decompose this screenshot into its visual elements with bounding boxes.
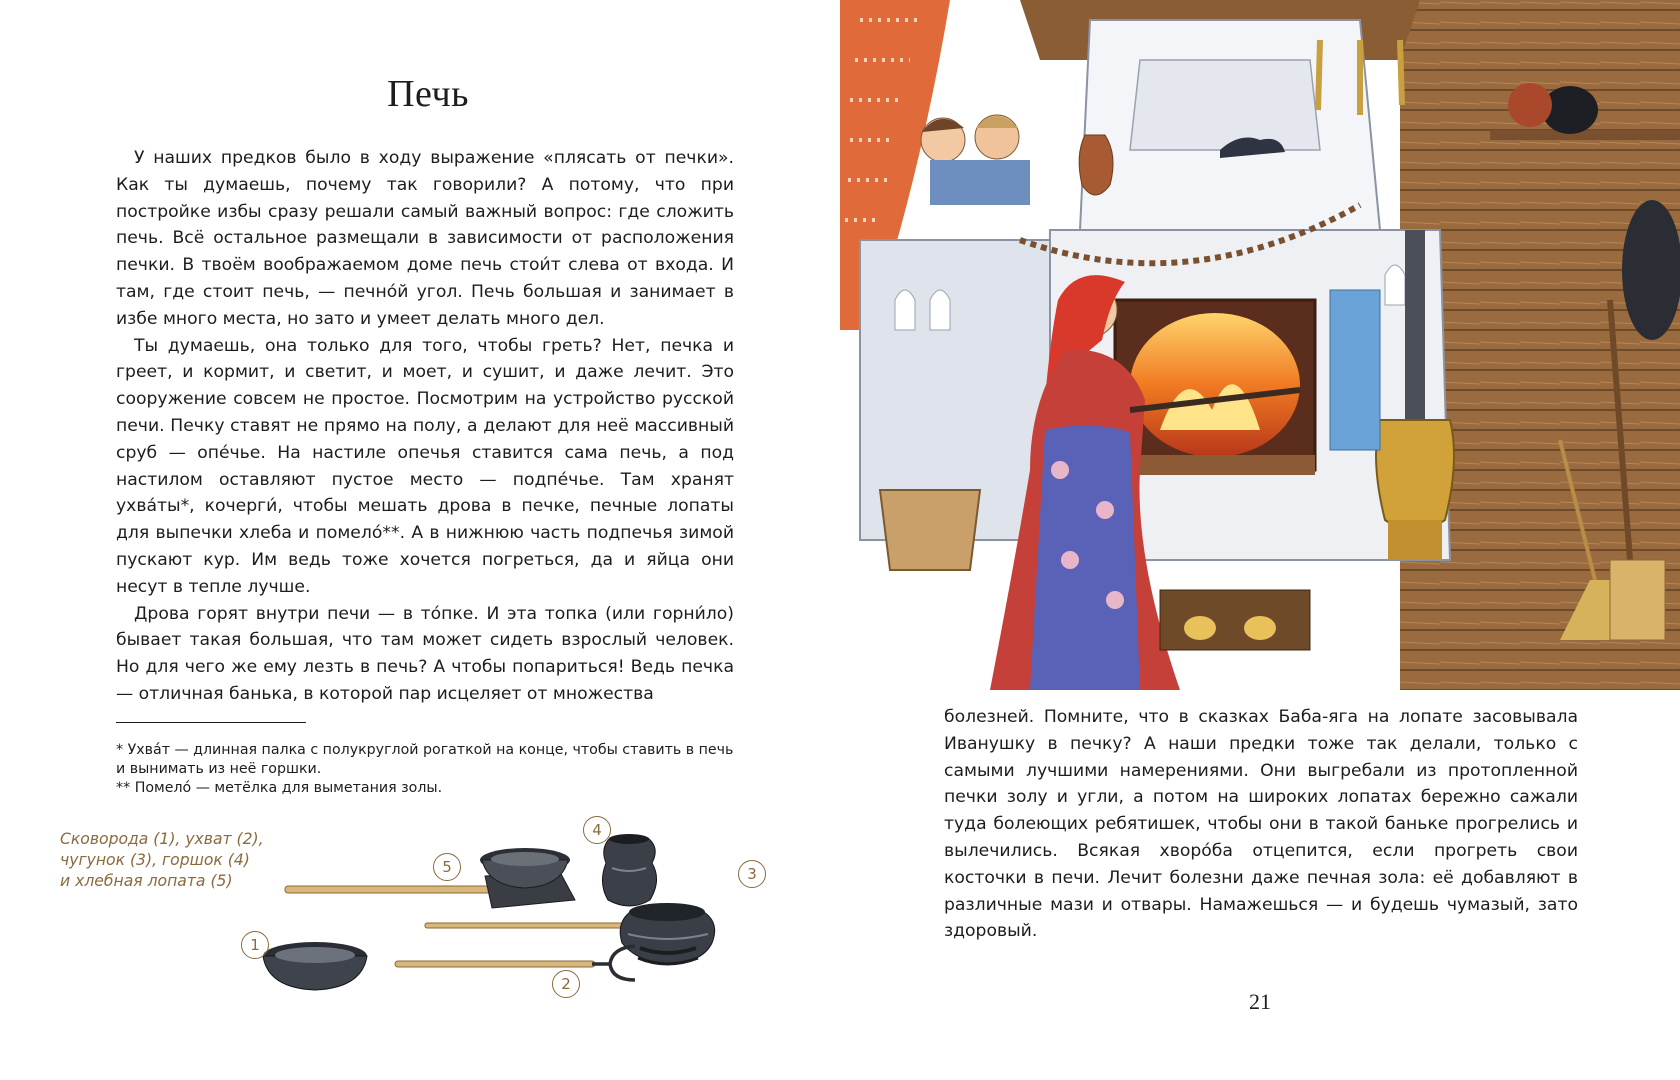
label-1: 1 xyxy=(241,931,269,959)
clay-pot-icon xyxy=(602,834,656,906)
paragraph-3: Дрова горят внутри печи — в то́пке. И эта топка (или горни́ло) бывает такая большая, что там может сидеть взрослый человек. Но для чего же ему лезть в печь? А чтобы попариться! Ведь печка — отличная банька, в которой пар исцеляет от множества xyxy=(116,603,734,704)
footnotes xyxy=(116,741,734,798)
right-body-text xyxy=(944,704,1578,945)
footnote-divider xyxy=(116,722,306,723)
tools-figure xyxy=(230,808,790,1008)
caption-line: Сковорода (1), ухват (2), xyxy=(60,830,264,848)
label-5: 5 xyxy=(433,853,461,881)
paragraph-continued: болезней. Помните, что в сказках Баба-яга на лопате засовывала Иванушку в печку? А наши предки тоже так делали, только с самыми лучшими намерениями. Они выгребали из протопленной печки золу и угли, а потом на широких лопатах бережно сажали туда болеющих ребятишек, чтобы они в такой баньке прогрелись и вылечились. Всякая хворо́ба отцепится, если прогреть свои косточки в печи. Лечит болезни даже печная зола: её добавляют в различные мази и отвары. Намажешься — и будешь чумазый, зато здоровый. xyxy=(944,707,1578,942)
label-3: 3 xyxy=(738,860,766,888)
cast-iron-pot-icon xyxy=(425,903,715,964)
footnote-pomelo: ** Помело́ — метёлка для выметания золы. xyxy=(116,780,443,796)
frying-pan-icon xyxy=(263,942,367,990)
paragraph-1: У наших предков было в ходу выражение «плясать от печки». Как ты думаешь, почему так говорили? А потому, что при постройке избы сразу решали самый важный вопрос: где сложить печь. Всё остальное размещали в зависимости от расположения печки. В твоём воображаемом доме печь стои́т слева от входа. И там, где стоит печь, — печно́й угол. Печь большая и занимает в избе много места, но зато и умеет делать много дел. xyxy=(116,148,734,329)
ukhvat-icon xyxy=(395,946,635,980)
stove-illustration xyxy=(840,0,1680,690)
footnote-uhvat: * Ухва́т — длинная палка с полукруглой рогаткой на конце, чтобы ставить в печь и вынимать из неё горшки. xyxy=(116,742,734,777)
tools-drawing xyxy=(230,808,790,1008)
page-title: Печь xyxy=(387,73,469,115)
label-2: 2 xyxy=(552,970,580,998)
paragraph-2: Ты думаешь, она только для того, чтобы греть? Нет, печка и греет, и кормит, и светит, и моет, и сушит, и даже лечит. Это сооружение совсем не простое. Посмотрим на устройство русской печи. Печку ставят не прямо на полу, а делают для неё массивный сруб — опе́чье. На настиле опечья ставится сама печь, а под настилом оставляют пустое место — подпе́чье. Там хранят ухва́ты*, кочерги́, чтобы мешать дрова в печке, печные лопаты для выпечки хлеба и помело́**. А в нижнюю часть подпечья зимой пускают кур. Им ведь тоже хочется погреться, да и яйца они несут в тепле лучше. xyxy=(116,335,734,597)
left-body-text xyxy=(116,145,734,708)
stove-scene xyxy=(840,0,1680,690)
page-number: 21 xyxy=(1249,989,1271,1014)
caption-line: чугунок (3), горшок (4) xyxy=(60,851,250,869)
caption-line: и хлебная лопата (5) xyxy=(60,872,233,890)
label-4: 4 xyxy=(583,816,611,844)
